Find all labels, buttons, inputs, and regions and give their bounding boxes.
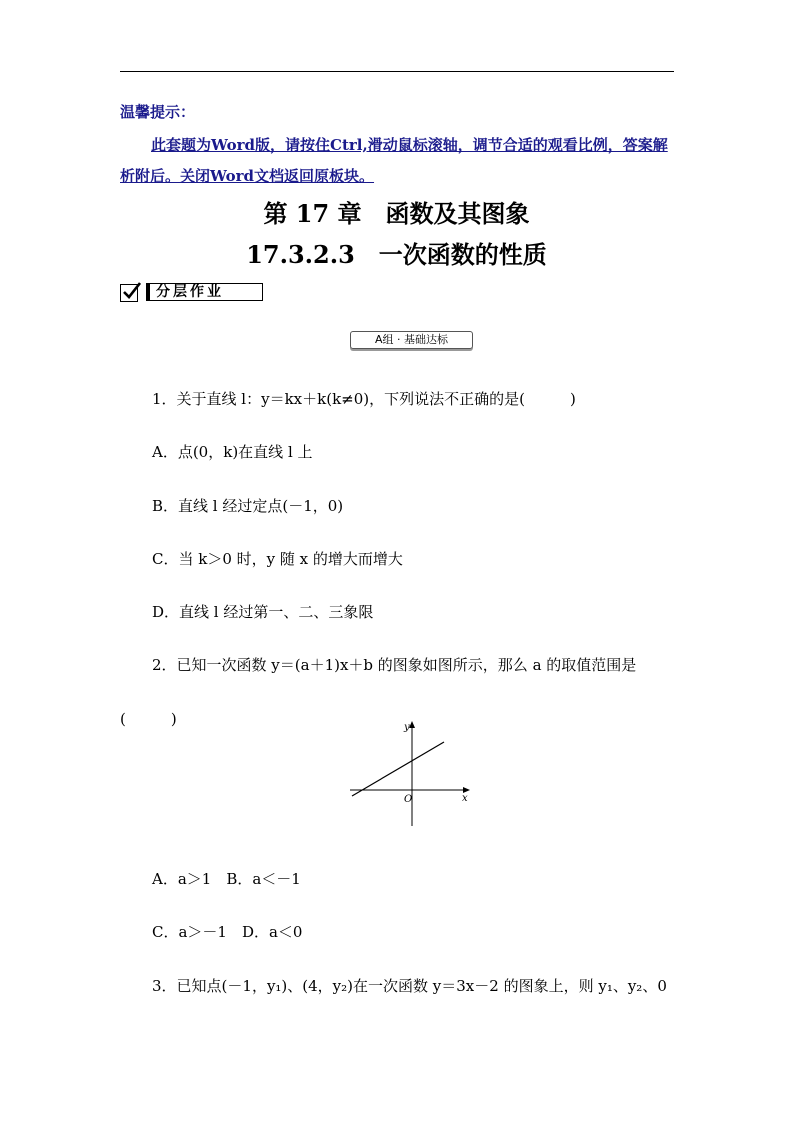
- tip-body: 此套题为Word版，请按住Ctrl,滑动鼠标滚轴，调节合适的观看比例，答案解析附后。关闭Word文档返回原板块。: [120, 136, 668, 185]
- question-1-stem: 1．关于直线 l：y＝kx＋k(k≠0)，下列说法不正确的是( ): [152, 390, 576, 408]
- question-1-option-c: C．当 k＞0 时，y 随 x 的增大而增大: [152, 550, 403, 568]
- tip-heading: 温馨提示：: [120, 103, 196, 121]
- question-2-stem: 2．已知一次函数 y＝(a＋1)x＋b 的图象如图所示，那么 a 的取值范围是: [152, 656, 637, 674]
- graph-x-label: x: [462, 793, 468, 804]
- section-title: 17.3.2.3 一次函数的性质: [246, 240, 547, 269]
- question-2-answer-paren: ( ): [120, 710, 177, 728]
- chapter-title: 第 17 章 函数及其图象: [263, 199, 530, 228]
- linear-function-graph: [348, 716, 473, 831]
- checkmark-icon: [120, 284, 138, 302]
- graph-origin-label: O: [404, 794, 413, 805]
- graph-y-label: y: [404, 722, 410, 733]
- homework-banner: 分层作业: [146, 283, 263, 301]
- question-1-option-d: D．直线 l 经过第一、二、三象限: [152, 603, 374, 621]
- question-2-options-cd: C．a＞－1 D．a＜0: [152, 923, 303, 941]
- question-3-stem: 3．已知点(－1，y₁)、(4，y₂)在一次函数 y＝3x－2 的图象上，则 y₁、y₂、0: [152, 977, 667, 995]
- header-rule: [120, 71, 674, 72]
- group-tag: A组 · 基础达标: [350, 331, 473, 349]
- question-1-option-b: B．直线 l 经过定点(－1，0): [152, 497, 344, 515]
- question-2-options-ab: A．a＞1 B．a＜－1: [152, 870, 301, 888]
- question-1-option-a: A．点(0，k)在直线 l 上: [152, 443, 313, 461]
